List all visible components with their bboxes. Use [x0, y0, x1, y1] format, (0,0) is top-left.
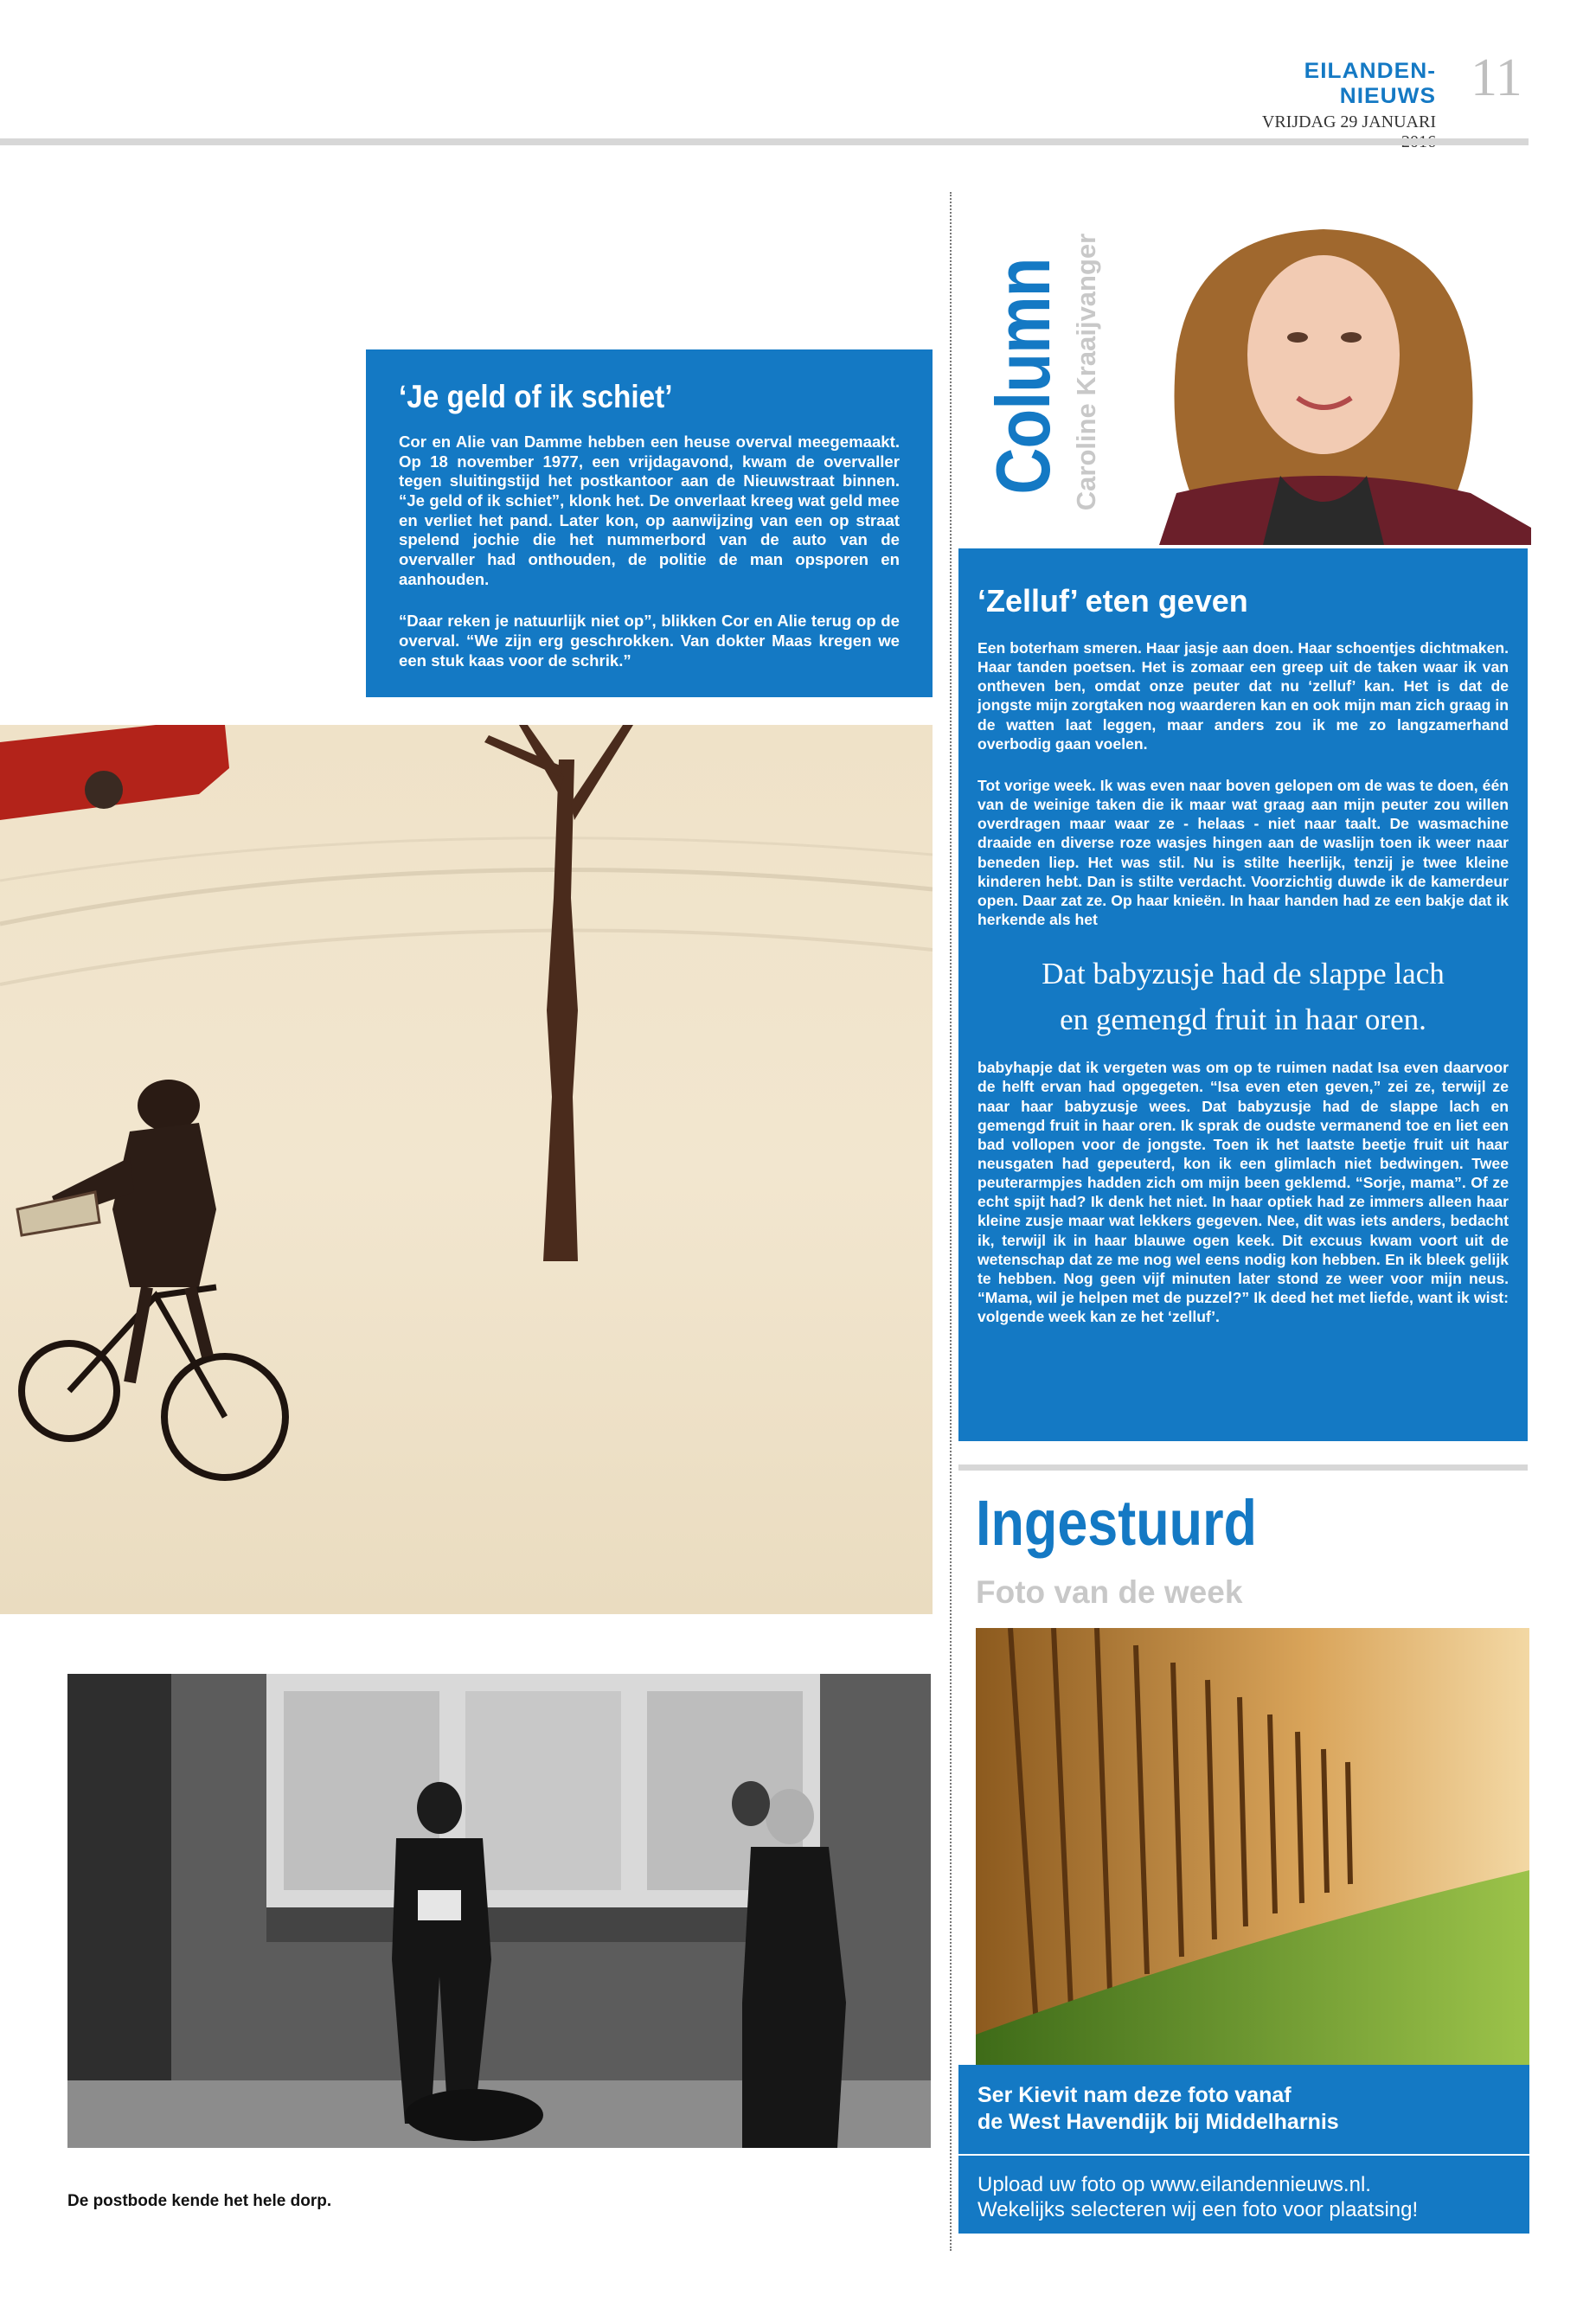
column-paragraph-2: Tot vorige week. Ik was even naar boven gelopen om de was te doen, één van de weinige taken die ik maar wat graag aan mijn peuter zou willen overdragen maar waar ze - helaas - niet naar taalt. De wasmachine draaide en diverse roze wasjes hingen aan de waslijn toen ik weer naar beneden liep. Het was stil. Nu is stilte heerlijk, tenzij je twee kleine kinderen hebt. Dan is stilte verdacht. Voorzichtig duwde ik de kamerdeur open. Daar zat ze. Op haar knieën. In haar handen had ze een bakje dat ik herkende als het [977, 776, 1509, 929]
ingestuurd-divider [958, 1465, 1528, 1471]
column-author [1067, 216, 1106, 528]
ingestuurd-title: Ingestuurd [976, 1487, 1257, 1559]
page-number: 11 [1471, 48, 1522, 107]
header-divider [0, 138, 1529, 145]
column-label-text: Column [979, 258, 1066, 495]
newspaper-brand: EILANDEN-NIEUWS [1304, 59, 1436, 108]
pull-quote-line-1: Dat babyzusje had de slappe lach [1042, 957, 1445, 991]
robbery-paragraph-2: “Daar reken je natuurlijk niet op”, blikken Cor en Alie terug op de overval. “We zijn erg geschrokken. Van dokter Maas kregen we een stuk kaas voor de schrik.” [399, 612, 900, 670]
column-paragraph-3: babyhapje dat ik vergeten was om op te ruimen nadat Isa even daarvoor de helft ervan had opgegeten. “Isa even eten geven,” zei ze, terwijl ze naar haar babyzusje wees. Dat babyzusje had de slappe lach en gemengd fruit in haar oren. Ik sprak de oudste vermanend toe en liet een bad vollopen voor de jongste. Toen ik het laatste beetje fruit uit haar neusgaten had gepeuterd, kon ik een glimlach niet bedwingen. Twee peuterarmpjes hadden zich om mijn been geklemd. “Sorje, mama”. Of ze echt spijt had? Ik denk het niet. In haar optiek had ze immers alleen haar kleine zusje maar wat lekkers gegeven. Nee, dit was iets anders, bedacht ik, terwijl ik in haar blauwe ogen keek. Dit excuus kwam voort uit de wetenschap dat ze me nog wel eens nodig kon hebben. En ik bleek gelijk te hebben. Nog geen vijf minuten later stond ze weer voor mijn neus. “Mama, wil je helpen met de puzzel?” Ik deed het met liefde, want ik wist: volgende week kan ze het ‘zelluf’. [977, 1059, 1509, 1326]
upload-line-1: Upload uw foto op www.eilandennieuws.nl. [977, 2173, 1371, 2196]
column-label [977, 229, 1068, 523]
upload-line-2: Wekelijks selecteren wij een foto voor plaatsing! [977, 2197, 1419, 2221]
issue-date: VRIJDAG 29 JANUARI [1261, 112, 1436, 131]
photo-caption-line-2: de West Havendijk bij Middelharnis [977, 2110, 1339, 2135]
column-divider-dotted [950, 192, 952, 2251]
column-author-text: Caroline Kraaijvanger [1071, 233, 1101, 511]
robbery-article-box [366, 349, 933, 697]
robbery-title: ‘Je geld of ik schiet’ [399, 379, 673, 414]
column-title: ‘Zelluf’ eten geven [977, 583, 1248, 619]
ingestuurd-subtitle: Foto van de week [976, 1574, 1243, 1610]
photo-caption-postbode: De postbode kende het hele dorp. [67, 2192, 332, 2210]
photo-of-the-week-caption [958, 2065, 1529, 2154]
postman-house-photo [67, 1674, 931, 2148]
column-paragraph-1: Een boterham smeren. Haar jasje aan doen. Haar schoentjes dichtmaken. Haar tanden poetsen. Het is zomaar een greep uit de taken waar ik van ontheven ben, omdat onze peuter dat nu ‘zelluf’ kan. Het is dat de jongste mijn zorgtaken nog waarderen kan en ook mijn man zich graag in de watten laat leggen, maar anders zou ik me zo langzamerhand overbodig gaan voelen. [977, 639, 1509, 753]
robbery-paragraph-1: Cor en Alie van Damme hebben een heuse overval meegemaakt. Op 18 november 1977, een vrijdagavond, kwam de overvaller tegen sluitingstijd het postkantoor aan de Nieuwstraat binnen. “Je geld of ik schiet”, klonk het. De onverlaat kreeg wat geld mee en verliet het pand. Later kon, op aanwijzing van een op straat spelend jochie die het nummerbord van de auto van de overvaller had onthouden, de politie de man opsporen en aanhouden. [399, 433, 900, 588]
snow-postman-photo [0, 725, 933, 1614]
upload-call-to-action [958, 2154, 1529, 2234]
pull-quote-line-2: en gemengd fruit in haar oren. [1060, 1002, 1426, 1036]
column-article-box [958, 548, 1528, 1441]
author-portrait [1125, 216, 1531, 545]
photo-caption-line-1: Ser Kievit nam deze foto vanaf [977, 2083, 1292, 2107]
column-pull-quote [977, 952, 1509, 1042]
photo-of-the-week [976, 1628, 1529, 2065]
